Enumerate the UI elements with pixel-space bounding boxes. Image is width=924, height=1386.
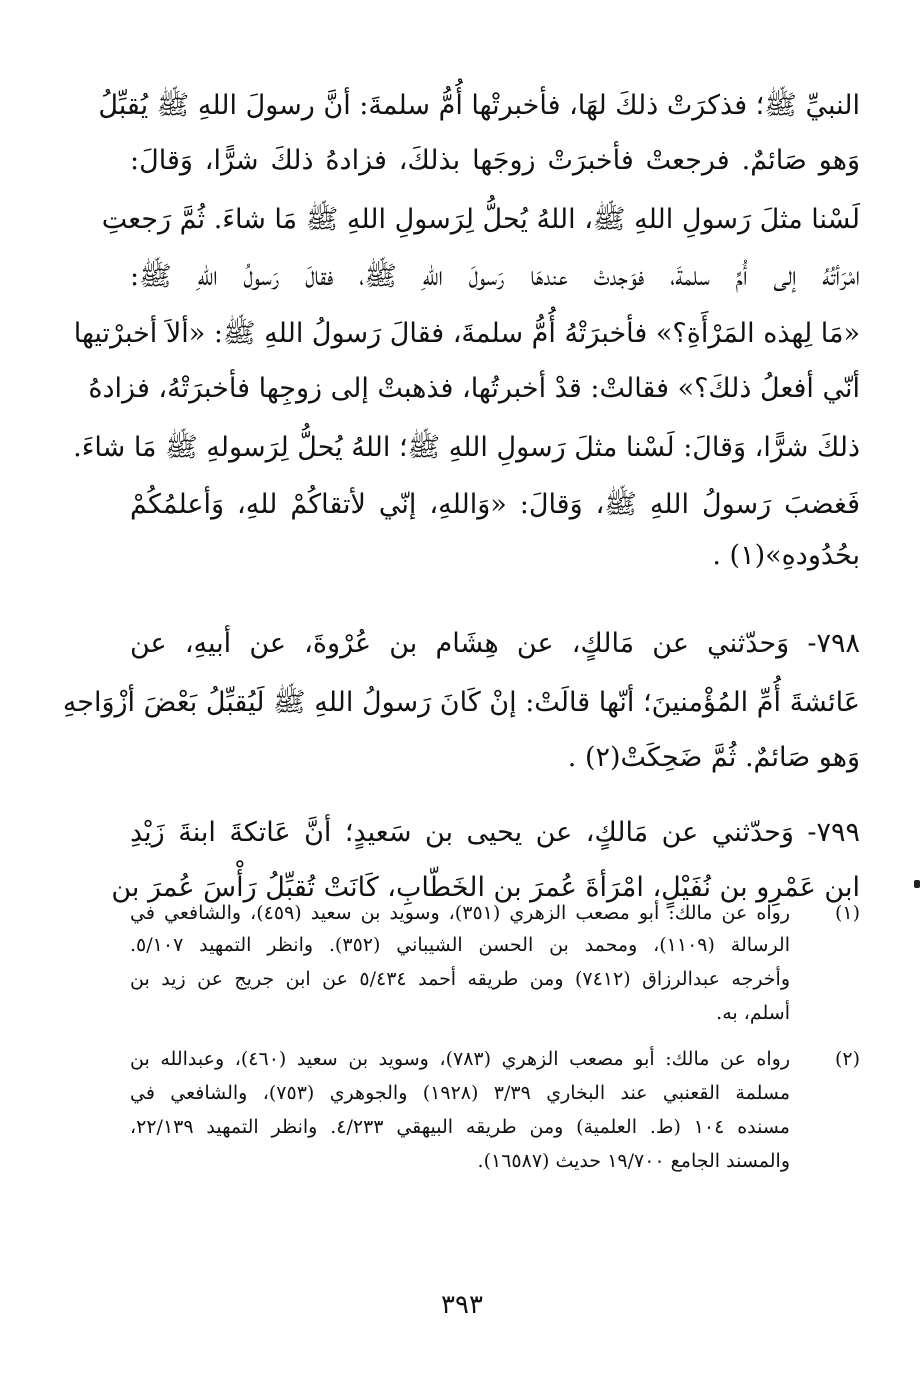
footnote-line: مسنده ١٠٤ (ط. العلمية) ومن طريقه البيهقي ٤/٢٣٣. وانظر التمهيد ٢٢/١٣٩، [130,1116,790,1138]
hadith-799-line: ابن عَمْرِو بن نُفَيْلٍ، امْرَأةَ عُمرَ بن الخَطّابِ، كَانَتْ تُقبِّلُ رَأْسَ عُمرَ بن [111,872,860,903]
footnote-line: رواه عن مالك: أبو مصعب الزهري (٧٨٣)، وسويد بن سعيد (٤٦٠)، وعبدالله بن [130,1048,790,1070]
hadith-798-line: وَهو صَائمٌ. ثُمَّ ضَحِكَتْ(٢) . [567,742,860,773]
footnote-line: وأخرجه عبدالرزاق (٧٤١٢) ومن طريقه أحمد ٥/٤٣٤ عن ابن جريج عن زيد بن [130,968,791,990]
body-line: بحُدُودهِ»(١) . [712,540,860,571]
body-line: وَهو صَائمٌ. فرجعتْ فأخبرَتْ زوجَها بذلكَ، فزادهُ ذلكَ شرًّا، وَقالَ: [130,145,860,176]
footnote-line: رواه عن مالك: أبو مصعب الزهري (٣٥١)، وسويد بن سعيد (٤٥٩)، والشافعي في [130,902,790,924]
body-line: امْرَأتُهُ إلى أُمِّ سلمةَ، فوَجدتْ عندهَا رَسولَ اللهِ ﷺ، فقالَ رَسولُ اللهِ ﷺ: [130,261,860,292]
body-line: «مَا لِهذه المَرْأَةِ؟» فأخبرَتْهُ أُمُّ سلمةَ، فقالَ رَسولُ اللهِ ﷺ: «ألاَ أخبرْتيها [73,318,860,349]
body-line: لَسْنا مثلَ رَسولِ اللهِ ﷺ، اللهُ يُحلُّ لِرَسولِ اللهِ ﷺ مَا شاءَ. ثُمَّ رَجعتِ [101,204,860,235]
hadith-799-line: ٧٩٩- وَحدّثني عن مَالكٍ، عن يحيى بن سَعيدٍ؛ أنَّ عَاتكةَ ابنةَ زَيْدِ [130,817,860,848]
body-line: النبيِّ ﷺ؛ فذكرَتْ ذلكَ لهَا، فأخبرتْها أُمُّ سلمةَ: أنَّ رسولَ اللهِ ﷺ يُقبِّلُ [98,90,860,121]
footnote-line: الرسالة (١١٠٩)، ومحمد بن الحسن الشيباني (٣٥٢). وانظر التمهيد ٥/١٠٧. [130,934,790,956]
body-line: ذلكَ شرًّا، وَقالَ: لَسْنا مثلَ رَسولِ اللهِ ﷺ؛ اللهُ يُحلُّ لِرَسولهِ ﷺ مَا شاءَ. [73,432,860,463]
hadith-798-line: ٧٩٨- وَحدّثني عن مَالكٍ، عن هِشَام بن عُرْوةَ، عن أبيهِ، عن [130,628,860,659]
footnote-line: أسلم، به. [716,1002,790,1024]
hadith-798-line: عَائشةَ أُمِّ المُؤْمنينَ؛ أنّها قالَتْ: إنْ كَانَ رَسولُ اللهِ ﷺ لَيُقبِّلُ بَعْضَ أزْوَاجهِ [62,687,860,718]
footnote-line: مسلمة القعنبي عند البخاري ٣/٣٩ (١٩٢٨) والجوهري (٧٥٣)، والشافعي في [130,1082,790,1104]
page-number: ٣٩٣ [441,1290,483,1320]
footnote-number: (٢) [834,1048,860,1070]
body-line: فَغضبَ رَسولُ اللهِ ﷺ، وَقالَ: «وَاللهِ، إنّي لأتقاكُمْ للهِ، وَأعلمُكُمْ [130,489,860,520]
body-line: أنّي أفعلُ ذلكَ؟» فقالتْ: قدْ أخبرتُها، فذهبتْ إلى زوجِها فأخبرَتْهُ، فزادهُ [88,373,860,404]
footnote-number: (١) [834,902,860,924]
margin-mark [914,880,920,888]
footnote-line: والمسند الجامع ١٩/٧٠٠ حديث (١٦٥٨٧). [477,1150,790,1172]
